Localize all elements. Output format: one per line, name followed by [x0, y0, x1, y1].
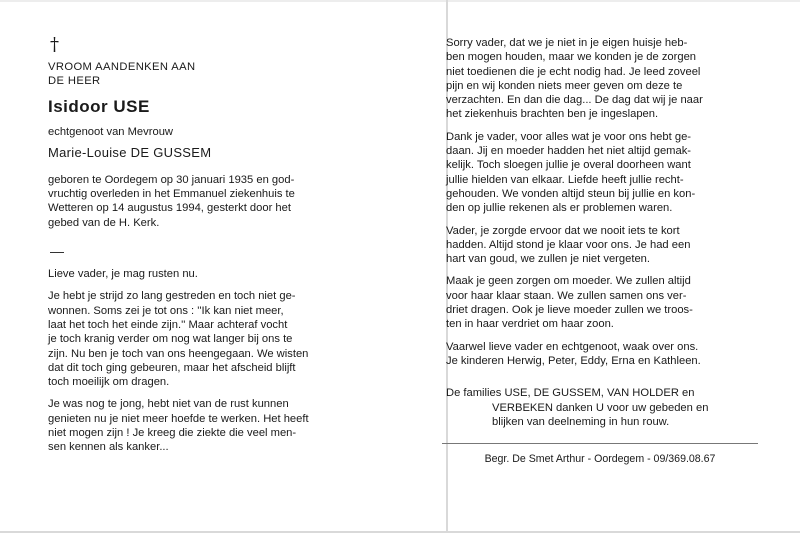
- cross-icon: †: [50, 34, 59, 55]
- text-line: Je was nog te jong, hebt niet van de rust kunnen: [48, 398, 289, 411]
- text-line: pijn en wij konden niets meer geven om deze te: [446, 79, 683, 92]
- right-page: [446, 36, 756, 466]
- sorry-paragraph: [446, 36, 756, 122]
- text-line: De families USE, DE GUSSEM, VAN HOLDER en: [446, 387, 695, 400]
- text-line: dat dit toch ging gebeuren, maar het afscheid blijft: [48, 361, 296, 374]
- text-line: daan. Jij en moeder hadden het niet altijd gemak-: [446, 145, 692, 158]
- bio-line: gebed van de H. Kerk.: [48, 216, 160, 229]
- left-page: [48, 36, 373, 463]
- text-line: voor haar klaar staan. We zullen samen ons ver-: [446, 289, 687, 302]
- text-line: wonnen. Soms zei je tot ons : ''Ik kan niet meer,: [48, 304, 284, 317]
- text-line: driet dragen. Ook je lieve moeder zullen we troos-: [446, 304, 693, 317]
- spouse-name: Marie-Louise DE GUSSEM: [48, 144, 212, 160]
- text-line: Je kinderen Herwig, Peter, Eddy, Erna en Kathleen.: [446, 354, 701, 367]
- text-line: jullie hielden van elkaar. Liefde heeft jullie recht-: [446, 173, 684, 186]
- goodbye-paragraph: [446, 340, 756, 369]
- text-line: kelijk. Toch sloegen jullie je overal doorheen want: [446, 159, 691, 172]
- biography: [48, 173, 373, 230]
- text-line: toch moeilijk om dragen.: [48, 376, 170, 389]
- text-line: je toch kranig verder om nog wat langer bij ons te: [48, 333, 293, 346]
- bio-line: geboren te Oordegem op 30 januari 1935 en god-: [48, 173, 295, 186]
- text-line: ben mogen houden, maar we konden je de zorgen: [446, 51, 697, 64]
- families-thanks: [446, 386, 756, 429]
- bio-line: Wetteren op 14 augustus 1994, gesterkt door het: [48, 202, 291, 215]
- thanks-paragraph: [446, 130, 756, 216]
- text-line: hadden. Altijd stond je klaar voor ons. Je had een: [446, 238, 691, 251]
- text-line: Vaarwel lieve vader en echtgenoot, waak over ons.: [446, 340, 699, 353]
- illness-paragraph: [48, 397, 373, 454]
- bio-line: vruchtig overleden in het Emmanuel ziekenhuis te: [48, 188, 295, 201]
- text-line: niet mogen zijn ! Je kreeg die ziekte die veel men-: [48, 427, 297, 440]
- memorial-line-2: DE HEER: [48, 75, 101, 88]
- text-line: blijken van deelneming in hun rouw.: [492, 415, 670, 428]
- text-line: Vader, je zorgde ervoor dat we nooit iets te kort: [446, 224, 680, 237]
- text-line: hart van goud, we zullen je niet vergeten.: [446, 253, 650, 266]
- text-line: genieten nu je niet meer hoefde te werken. Het heeft: [48, 412, 309, 425]
- text-line: Dank je vader, voor alles wat je voor ons hebt ge-: [446, 130, 692, 143]
- text-line: zijn. Nu ben je toch van ons heengegaan. We wisten: [48, 347, 309, 360]
- text-line: het ziekenhuis brachten ben je ingeslapen.: [446, 108, 659, 121]
- farewell-line: [48, 267, 373, 281]
- text-line: verzachten. En dan die dag... De dag dat wij je naar: [446, 94, 703, 107]
- text-line: Maak je geen zorgen om moeder. We zullen altijd: [446, 275, 691, 288]
- spouse-intro: echtgenoot van Mevrouw: [48, 125, 174, 138]
- text-line: Lieve vader, je mag rusten nu.: [48, 268, 198, 281]
- text-line: sen kennen als kanker...: [48, 441, 169, 454]
- text-line: Sorry vader, dat we je niet in je eigen huisje heb-: [446, 37, 688, 49]
- section-dash: [50, 252, 64, 253]
- text-line: VERBEKEN danken U voor uw gebeden en: [492, 401, 709, 414]
- care-paragraph: [446, 224, 756, 267]
- text-line: den op jullie rekenen als er problemen waren.: [446, 202, 673, 215]
- printer-credit: Begr. De Smet Arthur - Oordegem - 09/369.08.67: [484, 453, 716, 466]
- mother-paragraph: [446, 274, 756, 331]
- text-line: ten in haar verdriet om haar zoon.: [446, 318, 614, 331]
- text-line: niet toedienen die je echt nodig had. Je leed zoveel: [446, 65, 701, 78]
- memorial-line-1: VROOM AANDENKEN AAN: [48, 61, 196, 73]
- text-line: Je hebt je strijd zo lang gestreden en toch niet ge-: [48, 290, 296, 303]
- deceased-name: Isidoor USE: [48, 96, 150, 116]
- footer-divider: [442, 443, 758, 444]
- text-line: laat het toch het einde zijn.'' Maar achteraf vocht: [48, 318, 288, 331]
- struggle-paragraph: [48, 289, 373, 389]
- text-line: gehouden. We vonden altijd steun bij jullie en kon-: [446, 187, 696, 200]
- card-top-edge: [0, 0, 800, 2]
